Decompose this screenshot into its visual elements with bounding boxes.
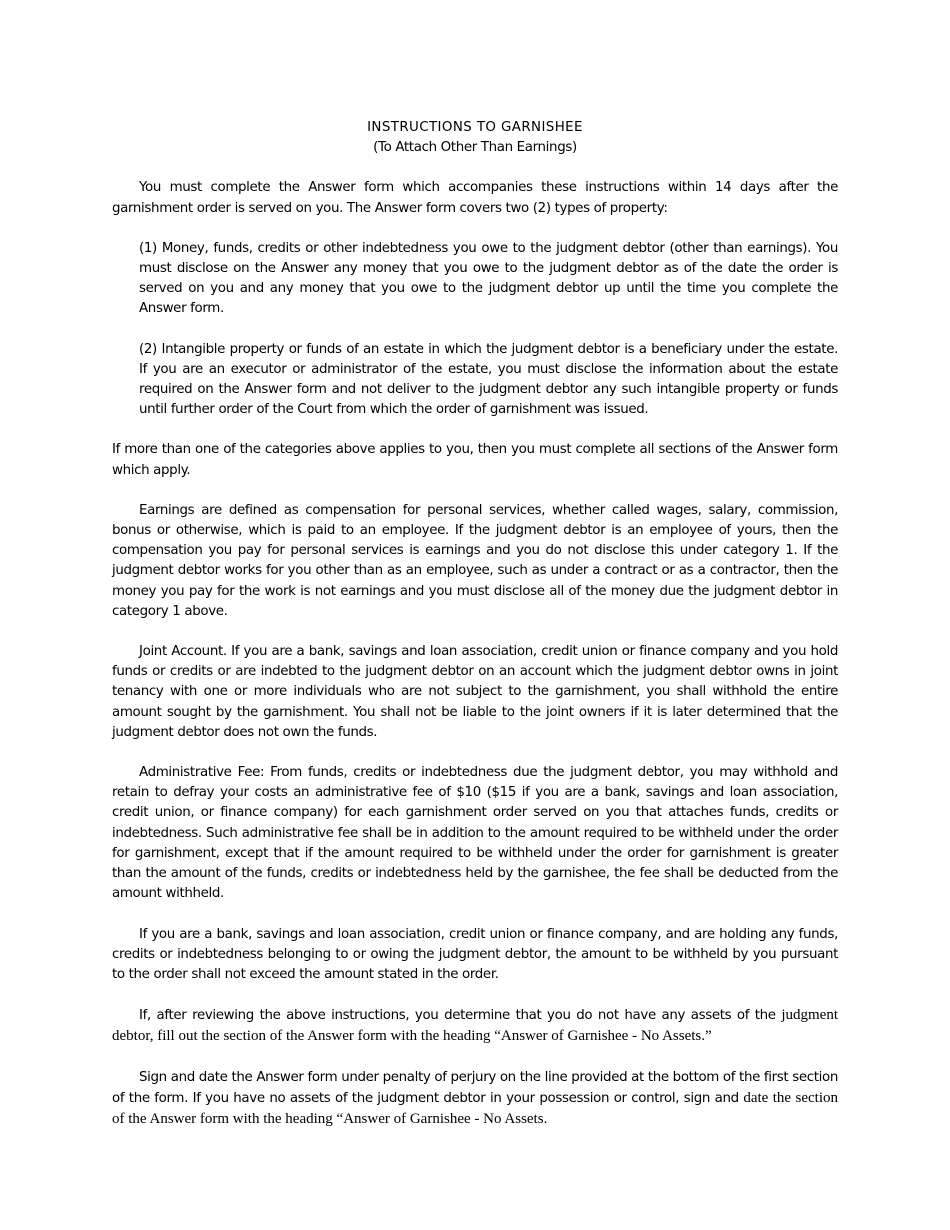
sign-text-end: date the section of the Answer form with the heading “Answer of Garnishee - No Assets. — [112, 1089, 838, 1127]
title-block — [112, 118, 838, 158]
property-type-1-paragraph: (1) Money, funds, credits or other indebtedness you owe to the judgment debtor (other than earnings). You must disclose on the Answer any money that you owe to the judgment debtor as of the date the order is served on you and any money that you owe to the judgment debtor up until the time you complete the Answer form. — [139, 240, 838, 317]
document-page — [112, 118, 838, 1150]
sign-text-start: Sign and date the Answer form under penalty of perjury on the line provided at the bottom of the first section of the form. If you have no assets of the judgment debtor in your possession or control, sign and — [112, 1069, 838, 1106]
no-assets-text-start: If, after reviewing the above instructions, you determine that you do not have any assets of the — [139, 1008, 782, 1024]
administrative-fee-paragraph: Administrative Fee: From funds, credits or indebtedness due the judgment debtor, you may withhold and retain to defray your costs an administrative fee of $10 ($15 if you are a bank, savings and loan association, credit union, or finance company) for each garnishment order served on you that attaches funds, credits or indebtedness. Such administrative fee shall be in addition to the amount required to be withheld under the order for garnishment, except that if the amount required to be withheld under the order for garnishment is greater than the amount of the funds, credits or indebtedness held by the garnishee, the fee shall be deducted from the amount withheld. — [112, 765, 838, 902]
categories-paragraph: If more than one of the categories above applies to you, then you must complete all sections of the Answer form which apply. — [112, 442, 838, 478]
no-assets-paragraph — [112, 1005, 838, 1047]
intro-paragraph: You must complete the Answer form which accompanies these instructions within 14 days after the garnishment order is served on you. The Answer form covers two (2) types of property: — [112, 180, 838, 216]
document-title: INSTRUCTIONS TO GARNISHEE — [367, 120, 583, 135]
sign-and-date-paragraph — [112, 1068, 838, 1131]
no-assets-text-end: judgment debtor, fill out the section of the Answer form with the heading “Answer of Garnishee - No Assets.” — [112, 1007, 838, 1045]
joint-account-paragraph: Joint Account. If you are a bank, savings and loan association, credit union or finance company and you hold funds or credits or are indebted to the judgment debtor on an account which the judgment debtor owns in joint tenancy with one or more individuals who are not subject to the garnishment, you shall withhold the entire amount sought by the garnishment. You shall not be liable to the joint owners if it is later determined that the judgment debtor does not own the funds. — [112, 644, 838, 740]
document-subtitle: (To Attach Other Than Earnings) — [373, 140, 577, 156]
earnings-paragraph: Earnings are defined as compensation for personal services, whether called wages, salary, commission, bonus or otherwise, which is paid to an employee. If the judgment debtor is an employee of yours, then the compensation you pay for personal services is earnings and you do not disclose this under category 1. If the judgment debtor works for you other than as an employee, such as under a contract or as a contractor, then the money you pay for the work is not earnings and you must disclose all of the money due the judgment debtor in category 1 above. — [112, 502, 838, 619]
bank-limit-paragraph: If you are a bank, savings and loan association, credit union or finance company, and are holding any funds, credits or indebtedness belonging to or owing the judgment debtor, the amount to be withheld by you pursuant to the order shall not exceed the amount stated in the order. — [112, 926, 838, 982]
property-type-2-paragraph: (2) Intangible property or funds of an estate in which the judgment debtor is a beneficiary under the estate. If you are an executor or administrator of the estate, you must disclose the information about the estate required on the Answer form and not deliver to the judgment debtor any such intangible property or funds until further order of the Court from which the order of garnishment was issued. — [139, 341, 838, 418]
